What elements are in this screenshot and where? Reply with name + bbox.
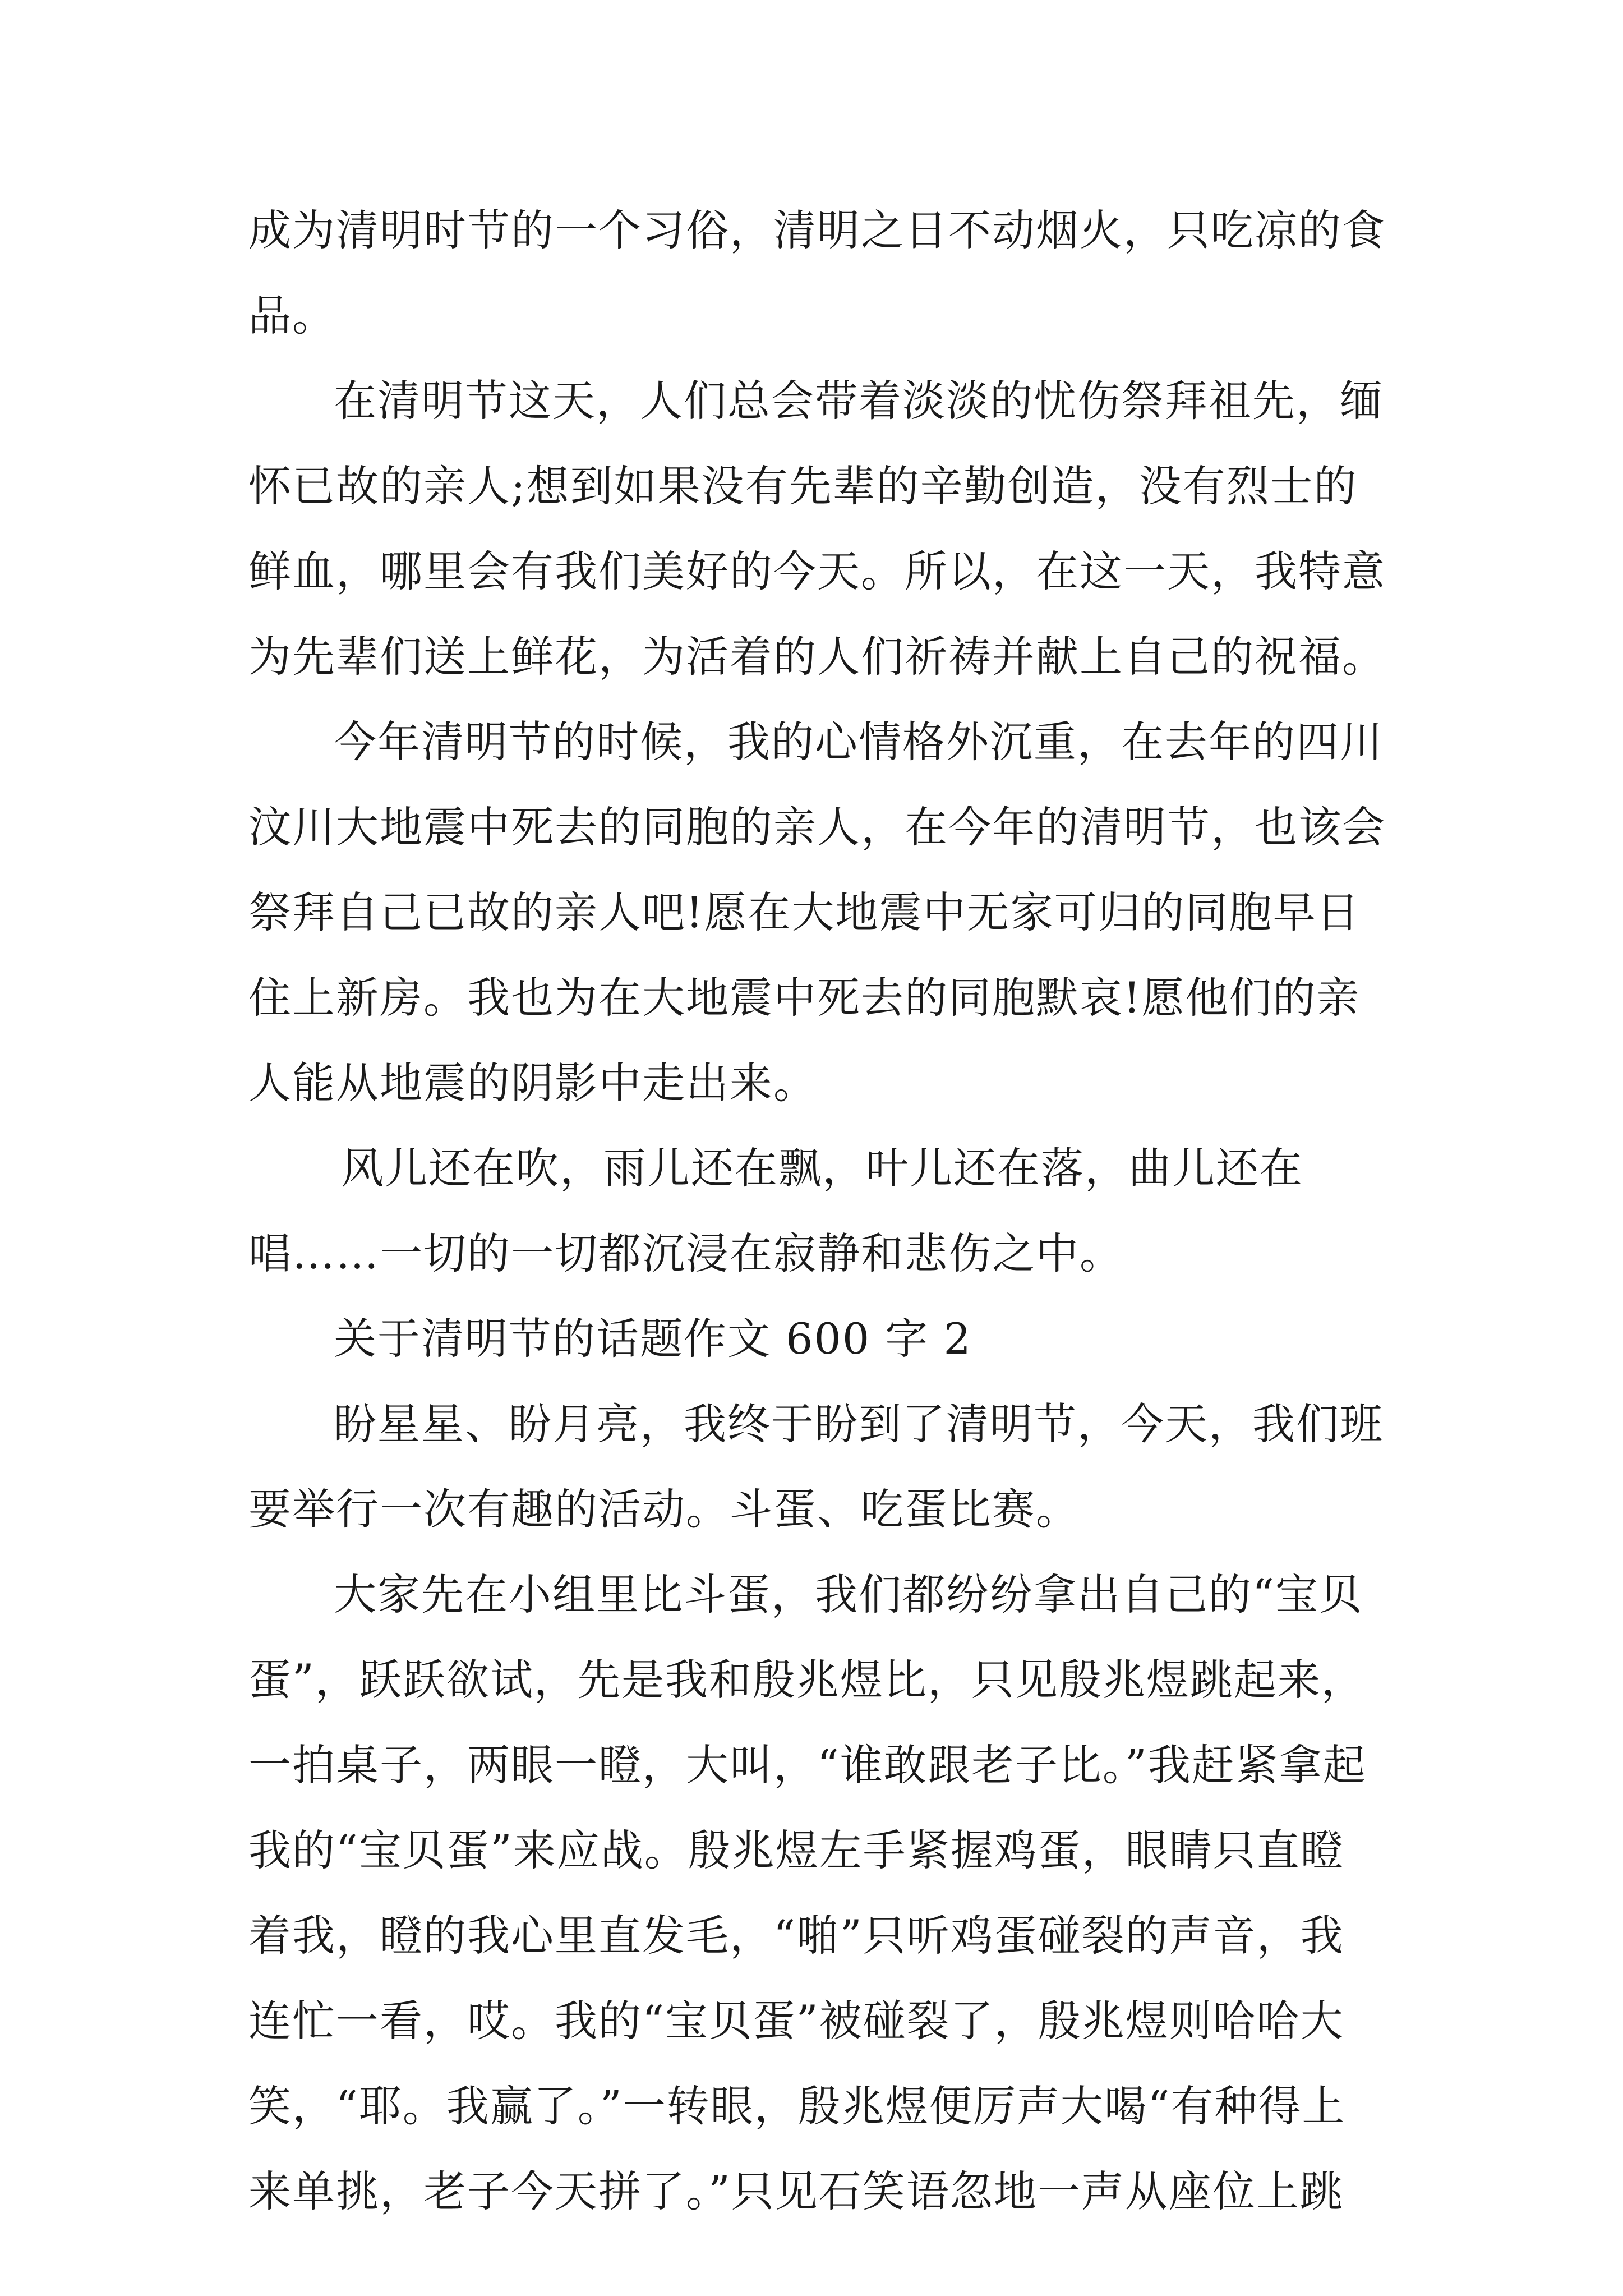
paragraph-start-line: 盼星星、盼月亮，我终于盼到了清明节，今天，我们班	[334, 1399, 1384, 1449]
document-body	[248, 188, 1393, 2234]
paragraph-start-line: 风儿还在吹，雨儿还在飘，叶儿还在落，曲儿还在	[341, 1143, 1303, 1193]
text-line: 成为清明时节的一个习俗，清明之日不动烟火，只吃凉的食	[248, 205, 1386, 255]
paragraph-start-line: 在清明节这天，人们总会带着淡淡的忧伤祭拜祖先，缅	[334, 376, 1384, 426]
section-heading: 关于清明节的话题作文 600 字 2	[334, 1314, 972, 1364]
text-line: 人能从地震的阴影中走出来。	[248, 1058, 817, 1108]
text-line: 我的“宝贝蛋”来应战。殷兆煜左手紧握鸡蛋，眼睛只直瞪	[248, 1825, 1344, 1875]
text-line: 笑，“耶。我赢了。”一转眼，殷兆煜便厉声大喝“有种得上	[248, 2081, 1346, 2131]
text-line: 怀已故的亲人;想到如果没有先辈的辛勤创造，没有烈士的	[248, 461, 1358, 511]
paragraph-start-line: 大家先在小组里比斗蛋，我们都纷纷拿出自己的“宝贝	[334, 1570, 1363, 1619]
text-line: 唱……一切的一切都沉浸在寂静和悲伤之中。	[248, 1228, 1123, 1278]
text-line: 住上新房。我也为在大地震中死去的同胞默哀!愿他们的亲	[248, 973, 1361, 1023]
text-line: 鲜血，哪里会有我们美好的今天。所以，在这一天，我特意	[248, 546, 1386, 596]
text-line: 着我，瞪的我心里直发毛，“啪”只听鸡蛋碰裂的声音，我	[248, 1911, 1344, 1961]
text-line: 连忙一看，哎。我的“宝贝蛋”被碰裂了，殷兆煜则哈哈大	[248, 1996, 1344, 2046]
text-line: 汶川大地震中死去的同胞的亲人，在今年的清明节，也该会	[248, 802, 1386, 852]
text-line: 要举行一次有趣的活动。斗蛋、吃蛋比赛。	[248, 1484, 1080, 1534]
text-line: 品。	[248, 291, 336, 341]
text-line: 来单挑，老子今天拼了。”只见石笑语忽地一声从座位上跳	[248, 2166, 1344, 2216]
text-line: 为先辈们送上鲜花，为活着的人们祈祷并献上自己的祝福。	[248, 632, 1386, 682]
text-line: 祭拜自己已故的亲人吧!愿在大地震中无家可归的同胞早日	[248, 887, 1361, 937]
paragraph-start-line: 今年清明节的时候，我的心情格外沉重，在去年的四川	[334, 717, 1384, 767]
text-line: 一拍桌子，两眼一瞪，大叫，“谁敢跟老子比。”我赶紧拿起	[248, 1740, 1367, 1790]
text-line: 蛋”，跃跃欲试，先是我和殷兆煜比，只见殷兆煜跳起来，	[248, 1655, 1365, 1705]
